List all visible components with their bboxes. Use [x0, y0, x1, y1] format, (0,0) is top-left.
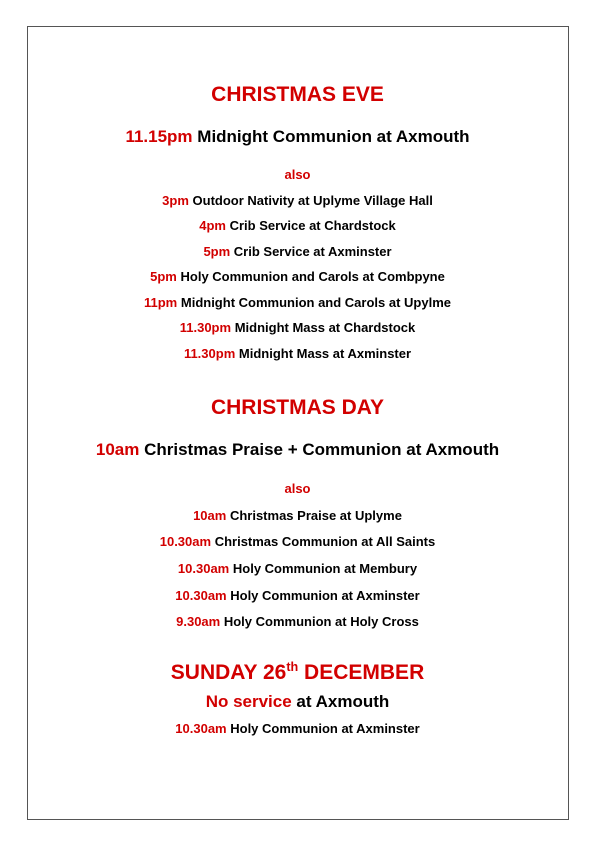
- service-time: 10.30am: [177, 561, 230, 576]
- service-text: at Axmouth: [296, 692, 390, 711]
- service-text: Holy Communion at Holy Cross: [223, 614, 419, 629]
- christmas-day-heading: CHRISTMAS DAY: [210, 396, 385, 419]
- list-item: [0, 245, 595, 258]
- list-item: [0, 589, 595, 602]
- christmas-day-also-label: also: [284, 481, 311, 496]
- service-time: 9.30am: [176, 614, 221, 629]
- service-time: 4pm: [199, 218, 226, 233]
- list-item: [0, 615, 595, 628]
- christmas-eve-heading: CHRISTMAS EVE: [211, 83, 384, 106]
- service-time: 10.30am: [159, 534, 212, 549]
- service-time: 5pm: [203, 244, 231, 259]
- service-text: Holy Communion at Axminster: [230, 721, 420, 736]
- service-text: Midnight Mass at Chardstock: [234, 320, 416, 335]
- list-item: [0, 509, 595, 522]
- heading-suffix: DECEMBER: [298, 661, 425, 684]
- list-item: [0, 270, 595, 283]
- service-text: Holy Communion at Axminster: [230, 588, 420, 603]
- service-time: 11.15pm: [125, 127, 193, 146]
- service-time: 11.30pm: [183, 346, 236, 361]
- service-time: 11.30pm: [179, 320, 232, 335]
- list-item: [0, 347, 595, 360]
- service-text: Crib Service at Chardstock: [229, 218, 396, 233]
- service-time: 10.30am: [175, 588, 227, 603]
- service-time: 11pm: [144, 295, 178, 310]
- service-text: Holy Communion and Carols at Combpyne: [180, 269, 445, 284]
- ordinal-suffix: th: [286, 660, 299, 674]
- service-text: Midnight Communion and Carols at Upylme: [180, 295, 451, 310]
- list-item: [0, 562, 595, 575]
- service-time: 3pm: [162, 193, 189, 208]
- list-item: [0, 296, 595, 309]
- service-time: 5pm: [150, 269, 177, 284]
- sunday-main-note: [0, 693, 595, 710]
- sunday-heading: [0, 662, 595, 683]
- service-time: No service: [205, 692, 292, 711]
- service-text: Christmas Communion at All Saints: [214, 534, 436, 549]
- christmas-day-main-service: [0, 441, 595, 458]
- service-text: Outdoor Nativity at Uplyme Village Hall: [192, 193, 433, 208]
- list-item: [0, 535, 595, 548]
- service-text: Christmas Praise at Uplyme: [229, 508, 402, 523]
- service-text: Midnight Communion at Axmouth: [197, 127, 470, 146]
- christmas-eve-main-service: [0, 128, 595, 145]
- service-time: 10.30am: [175, 721, 227, 736]
- service-text: Midnight Mass at Axminster: [238, 346, 412, 361]
- service-text: Christmas Praise + Communion at Axmouth: [144, 440, 500, 459]
- list-item: [0, 722, 595, 735]
- service-text: Crib Service at Axminster: [233, 244, 392, 259]
- list-item: [0, 321, 595, 334]
- service-text: Holy Communion at Membury: [232, 561, 418, 576]
- service-time: 10am: [95, 440, 140, 459]
- list-item: [0, 194, 595, 207]
- christmas-eve-also-label: also: [284, 167, 311, 182]
- heading-prefix: SUNDAY 26: [170, 661, 287, 684]
- list-item: [0, 219, 595, 232]
- service-time: 10am: [193, 508, 227, 523]
